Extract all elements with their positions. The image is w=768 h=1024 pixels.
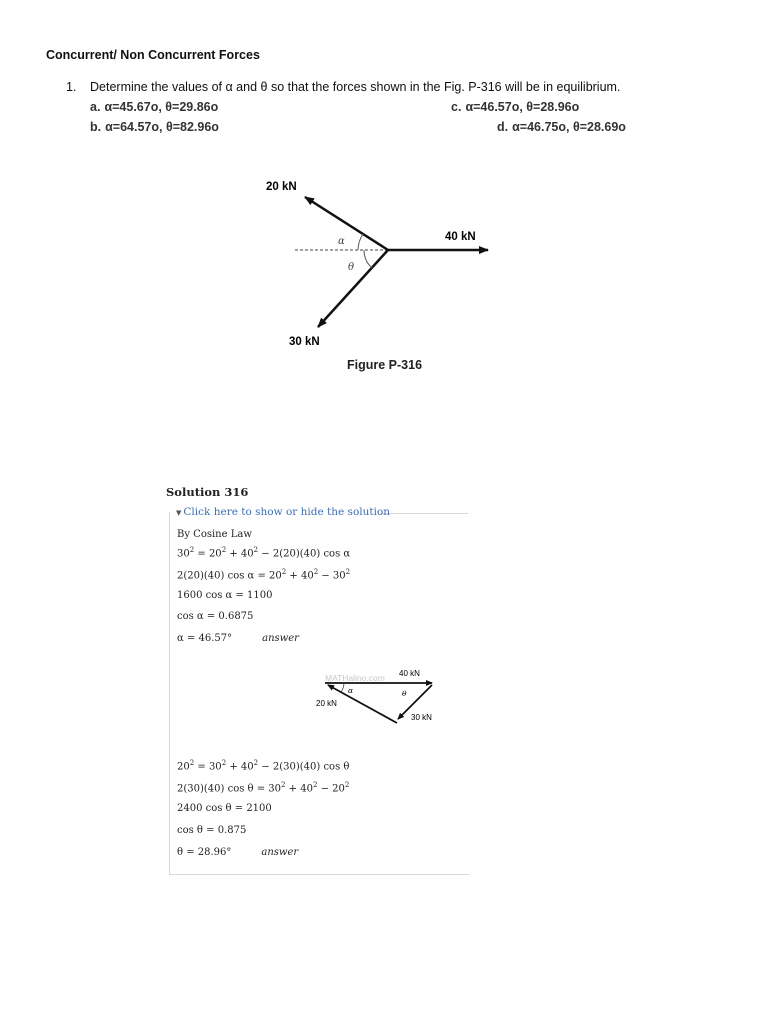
solution-divider bbox=[380, 513, 468, 514]
equation-7: 2400 cos θ = 2100 bbox=[177, 803, 272, 814]
label-20kn: 20 kN bbox=[266, 181, 297, 193]
option-b: b. α=64.57ο, θ=82.96ο bbox=[90, 120, 219, 134]
question bbox=[66, 80, 620, 94]
equation-4: cos α = 0.6875 bbox=[177, 611, 254, 622]
option-a: a. α=45.67ο, θ=29.86ο bbox=[90, 100, 219, 114]
triangle-alpha-arc bbox=[341, 683, 344, 692]
triangle-label-20kn: 20 kN bbox=[316, 699, 337, 708]
equation-8: cos θ = 0.875 bbox=[177, 825, 247, 836]
solution-title: Solution 316 bbox=[166, 485, 249, 499]
theta-arc bbox=[364, 250, 372, 268]
label-30kn: 30 kN bbox=[289, 336, 320, 348]
question-text: Determine the values of α and θ so that the forces shown in the Fig. P-316 will be in equilibrium. bbox=[90, 80, 621, 94]
question-number: 1. bbox=[66, 80, 77, 94]
triangle-label-30kn: 30 kN bbox=[411, 713, 432, 722]
alpha-result: α = 46.57° answer bbox=[177, 633, 299, 644]
label-alpha: α bbox=[338, 236, 345, 247]
force-diagram bbox=[260, 170, 510, 390]
theta-result: θ = 28.96° answer bbox=[177, 847, 299, 858]
alpha-arc bbox=[358, 234, 363, 250]
watermark: MATHalino.com bbox=[325, 673, 385, 683]
force-triangle bbox=[310, 665, 450, 730]
answer-label: answer bbox=[262, 633, 299, 644]
figure-caption: Figure P-316 bbox=[347, 358, 423, 372]
equation-5: $20^2 = 30^2 + 40^2 - 2(30)(40)$ cos θ bbox=[177, 759, 350, 773]
equation-1: $30^2 = 20^2 + 40^2 - 2(20)(40)$ cos α bbox=[177, 546, 351, 560]
force-20kn-arrow bbox=[305, 197, 388, 250]
triangle-20kn-side bbox=[328, 685, 397, 723]
option-d: d. α=46.75ο, θ=28.69ο bbox=[497, 120, 626, 134]
triangle-theta: θ bbox=[402, 689, 407, 698]
equation-2: 2(20)(40) $\cos \alpha = 20^2 + 40^2 - 30^2$ bbox=[177, 568, 351, 582]
method-line: By Cosine Law bbox=[177, 529, 252, 540]
equation-6: 2(30)(40) $\cos \theta = 30^2 + 40^2 - 20^2$ bbox=[177, 781, 350, 795]
label-40kn: 40 kN bbox=[445, 231, 476, 243]
toggle-solution-link[interactable]: ▼ Click here to show or hide the solution bbox=[176, 506, 391, 518]
answer-label: answer bbox=[261, 847, 299, 858]
section-heading: Concurrent/ Non Concurrent Forces bbox=[46, 48, 260, 62]
caret-down-icon: ▼ bbox=[176, 509, 182, 517]
equation-3: 1600 cos α = 1100 bbox=[177, 590, 273, 601]
label-theta: θ bbox=[348, 262, 355, 273]
triangle-alpha: α bbox=[348, 686, 354, 695]
triangle-label-40kn: 40 kN bbox=[399, 669, 420, 678]
option-c: c. α=46.57ο, θ=28.96ο bbox=[451, 100, 580, 114]
